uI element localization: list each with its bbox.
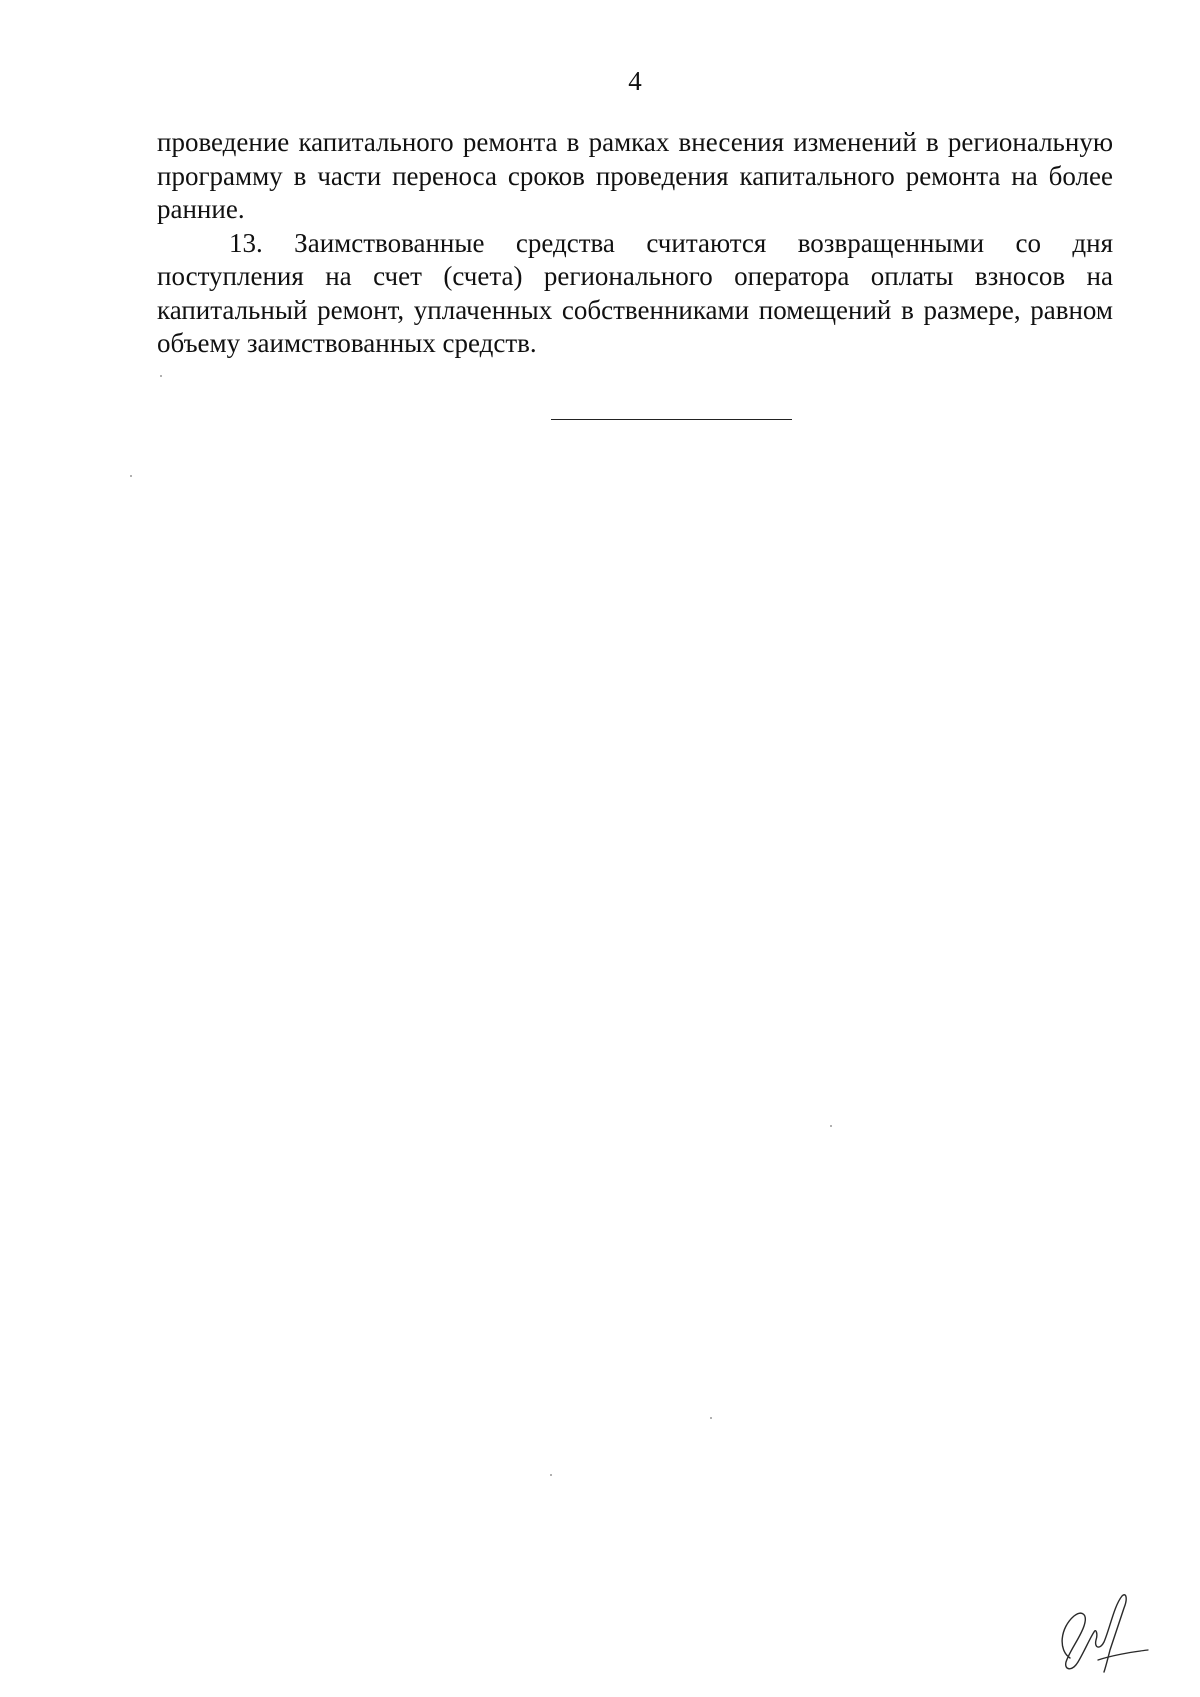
scan-speck bbox=[830, 1125, 832, 1127]
page-number: 4 bbox=[628, 66, 642, 96]
scan-speck bbox=[710, 1417, 712, 1419]
handwritten-signature-icon bbox=[1040, 1588, 1150, 1678]
scan-speck bbox=[550, 1474, 552, 1476]
scan-speck bbox=[130, 475, 132, 477]
document-body bbox=[157, 126, 1113, 361]
end-of-text-divider bbox=[551, 419, 792, 420]
scan-speck bbox=[160, 375, 162, 377]
paragraph-13: 13. Заимствованные средства считаются возвращенными со дня поступления на счет (счета) регионального оператора оплаты взносов на капитальный ремонт, уплаченных собственниками помещений в размере, равном объему заимствованных средств. bbox=[157, 227, 1113, 358]
paragraph-continuation: проведение капитального ремонта в рамках внесения изменений в региональную программу в части переноса сроков проведения капитального ремонта на более ранние. bbox=[157, 127, 1113, 224]
